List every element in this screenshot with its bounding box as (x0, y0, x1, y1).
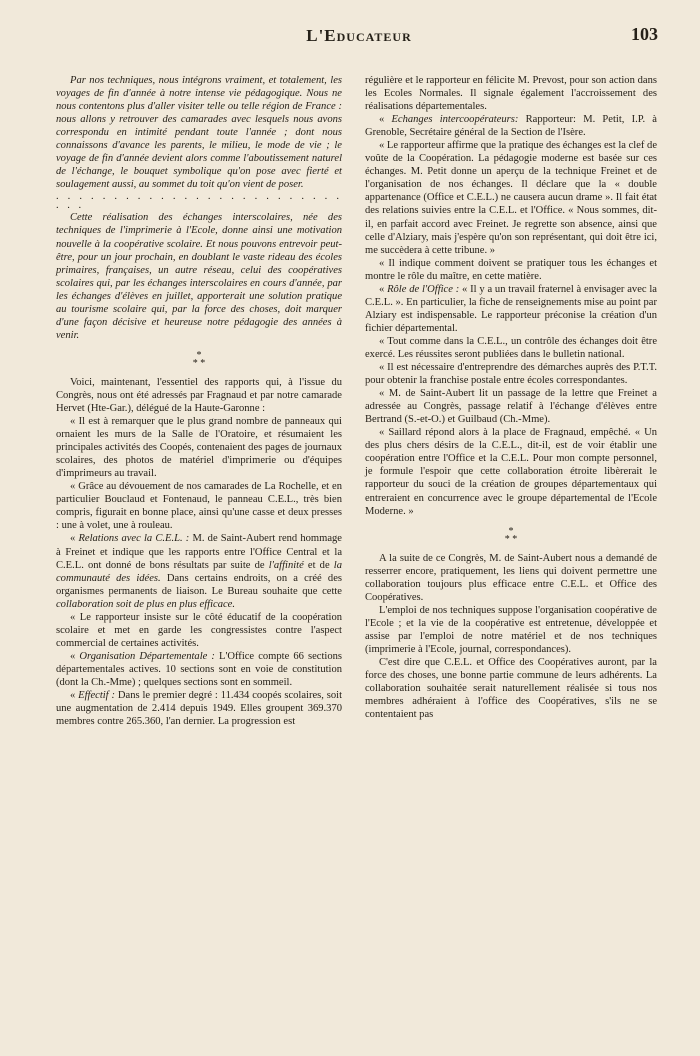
separator-stars: * * (504, 533, 518, 545)
role-heading: Rôle de l'Office : (387, 283, 460, 295)
effectif-paragraph: « Effectif : Dans le premier degré : 11.434 coopés scolaires, soit une augmentation de 2.414 depuis 1949. Elles groupent 369.370 membres contre 265.360, l'an dernier. La progression est (56, 690, 343, 728)
separator-stars: * * (192, 357, 206, 369)
organisation-paragraph: « Organisation Départementale : L'Office compte 66 sections départementales actives. 10 sections sont en voie de constitution (dont la Ch.-Mme) ; quelques sections sont en sommeil. (56, 650, 342, 688)
relations-mid: et de (303, 559, 334, 571)
page-header (60, 26, 658, 50)
separator-star: * (196, 349, 202, 361)
relations-emphasis-3: collaboration soit de plus en plus efficace. (56, 598, 235, 610)
rochelle-paragraph: « Grâce au dévouement de nos camarades de La Rochelle, et en particulier Bouclaud et Fontenaud, le panneau C.E.L., très bien compris, figurait en bonne place, ainsi qu'une casse et deux presses : une à volet, une à rouleau. (56, 481, 342, 532)
journal-title: L'Educateur (306, 26, 412, 45)
relations-text: M. de Saint-Aubert rend hommage à Freinet et indique que les rapports entre l'Office Central et la C.E.L. ont donné de bons résultats par suite de (56, 533, 342, 571)
controle-paragraph: « Tout comme dans la C.E.L., un contrôle des échanges doit être exercé. Les réussites seront publiées dans le bulletin national. (365, 335, 657, 360)
relations-text-2: Dans certains endroits, on a créé des organismes permanents de liaison. Le Bureau souhaite que cette (56, 572, 342, 597)
indique-paragraph: « Il indique comment doivent se pratiquer tous les échanges et montre le rôle du maître, en cette matière. (365, 257, 657, 282)
suite-paragraph: A la suite de ce Congrès, M. de Saint-Aubert nous a demandé de resserrer encore, pratiquement, les liens qui doivent permettre une collaboration toujours plus efficace entre C.E.L. et Office des Coopératives. (365, 552, 657, 603)
relations-heading: Relations avec la C.E.L. : (78, 533, 190, 545)
conclusion-paragraph: C'est dire que C.E.L. et Office des Coopératives auront, par la force des choses, une bonne partie commune de leurs adhérents. La collaboration souhaitée serait naturellement réalisée si tous nos membres adhéraient à l'office des Coopératives, s'ils ne se contentaient pas (365, 656, 657, 721)
separator-star: * (508, 525, 514, 537)
section-separator (56, 349, 342, 369)
organisation-heading: Organisation Départementale : (79, 650, 215, 662)
section-separator-right (365, 525, 657, 545)
lettre-paragraph: « M. de Saint-Aubert lit un passage de la lettre que Freinet a adressée au Congrès, passage relatif à l'échange d'élèves entre Bertrand (S.-et-O.) et Guilbaud (Ch.-Mme). (365, 388, 657, 426)
realisation-paragraph: Cette réalisation des échanges interscolaires, née des techniques de l'imprimerie à l'Ecole, donne ainsi une motivation nouvelle à la coopérative scolaire. Et nous pouvons entrevoir peut-être, pour un jour prochain, en doublant le vaste rideau des écoles primaires, françaises, un autre réseau, celui des coopératives scolaires qui, par les échanges interscolaires en cours d'année, par les échanges d'élèves en juillet, apporterait une solution pratique au tourisme scolaire qui, par la force des choses, doit marquer d'une façon décisive et heureuse notre pédagogie des années à venir. (56, 212, 342, 341)
effectif-text: Dans le premier degré : 11.434 coopés scolaires, soit une augmentation de 2.414 depuis 1949. Elles groupent 369.370 membres contre 265.360, l'an dernier. La progression est (56, 690, 343, 728)
relations-paragraph: « Relations avec la C.E.L. : M. de Saint-Aubert rend hommage à Freinet et indique que les rapports entre l'Office Central et la C.E.L. ont donné de bons résultats par suite de l'affinité et de la communauté des idées. Dans certains endroits, on a créé des organismes permanents de liaison. Le Bureau souhaite que cette collaboration soit de plus en plus efficace. (56, 533, 342, 610)
saillard-paragraph: « Saillard répond alors à la place de Fragnaud, empêché. « Un des plus chers désirs de la C.E.L., dit-il, est de voir établir une coopération entre l'Office et la C.E.L. Pour mon compte personnel, je formule l'espoir que cette collaboration étroite libèrerait le rapporteur du souci de la création de groupes départementaux qui entreraient en concurrence avec le groupe départemental de l'Ecole Moderne. » (365, 427, 657, 517)
demarches-paragraph: « Il est nécessaire d'entreprendre des démarches auprès des P.T.T. pour obtenir la franchise postale entre écoles correspondantes. (365, 362, 657, 387)
intro-paragraph: Par nos techniques, nous intégrons vraiment, et totalement, les voyages de fin d'année à notre intense vie pédagogique. Nous ne nous contentons plus d'aller visiter telle ou telle région de France : nous allons y retrouver des camarades avec lesquels nous avons correspondu en intimité pendant toute l'année ; dont nous connaissons d'avance les parents, le milieu, le mode de vie ; le voyage de fin d'année devient alors comme l'aboutissement naturel de l'échange, le bouquet symbolique qu'on pose avec fierté et soulagement aussi, au sommet du toit qu'on vient de poser. (56, 75, 342, 191)
continuation-paragraph: régulière et le rapporteur en félicite M. Prevost, pour son action dans les Ecoles Normales. Il signale également l'accroissement des réalisations départementales. (365, 75, 657, 113)
ellipsis-line: . . . . . . . . . . . . . . . . . . . . . . . . . . . . (56, 191, 342, 212)
emploi-paragraph: L'emploi de nos techniques suppose l'organisation coopérative de l'Ecole ; et la vie de la coopérative est entretenue, développée et assise par l'emploi de notre matériel et de nos techniques (imprimerie à l'Ecole, journal, correspondances). (365, 604, 657, 655)
pratique-paragraph: « Le rapporteur affirme que la pratique des échanges est la clef de voûte de la Coopération. La pédagogie moderne est basée sur ces échanges. M. Petit donne un aperçu de la technique Freinet et de l'organisation de nos échanges. Il déclare que la « double appartenance (Office et C.E.L.) ne causera aucun drame ». Il fait état des relations suivies entre la C.E.L. et l'Office. « Nous sommes, dit-il, en parfait accord avec Freinet. Je regrette son absence, ainsi que celle d'Alziary, mais j'espère qu'on son représentant, qui doit être ici, me succèdera à cette tribune. » (365, 140, 657, 256)
echanges-paragraph: « Echanges intercoopérateurs: Rapporteur: M. Petit, I.P. à Grenoble, Secrétaire général de la Section de l'Isère. (365, 114, 657, 139)
role-paragraph: « Rôle de l'Office : « Il y a un travail fraternel à envisager avec la C.E.L. ». En particulier, la fiche de renseignements mise au point par Alziary est indispensable. Le rapporteur préconise la création d'un fichier départemental. (365, 283, 657, 334)
organisation-text: L'Office compte 66 sections départementales actives. 10 sections sont en voie de constitution (dont la Ch.-Mme) ; quelques sections sont en sommeil. (56, 650, 342, 688)
panneaux-paragraph: « Il est à remarquer que le plus grand nombre de panneaux qui ornaient les murs de la Salle de l'Oratoire, et résumaient les principales activités des Coopés, contenaient des pages de journaux scolaires, des photos de matériel d'imprimerie ou d'équipes d'imprimeurs au travail. (56, 416, 342, 480)
relations-emphasis-2: la communauté des idées. (56, 559, 342, 584)
role-text: « Il y a un travail fraternel à envisager avec la C.E.L. ». En particulier, la fiche de renseignements mise au point par Alziary est indispensable. Le rapporteur préconise la création d'un fichier départemental. (365, 283, 657, 334)
voici-paragraph: Voici, maintenant, l'essentiel des rapports qui, à l'issue du Congrès, nous ont été adressés par Fragnaud et par notre camarade Hervet (Hte-Gar.), délégué de la Haute-Garonne : (56, 376, 342, 414)
echanges-text: Rapporteur: M. Petit, I.P. à Grenoble, Secrétaire général de la Section de l'Isère. (365, 114, 657, 139)
left-column (56, 74, 342, 728)
effectif-heading: Effectif : (78, 690, 116, 702)
page-number: 103 (631, 24, 658, 44)
echanges-heading: Echanges intercoopérateurs: (391, 114, 519, 126)
right-column (365, 74, 657, 721)
relations-emphasis-1: l'affinité (268, 559, 304, 571)
rapporteur-paragraph: « Le rapporteur insiste sur le côté éducatif de la coopération scolaire et met en garde les congressistes contre l'aspect commercial de certaines activités. (56, 611, 342, 649)
